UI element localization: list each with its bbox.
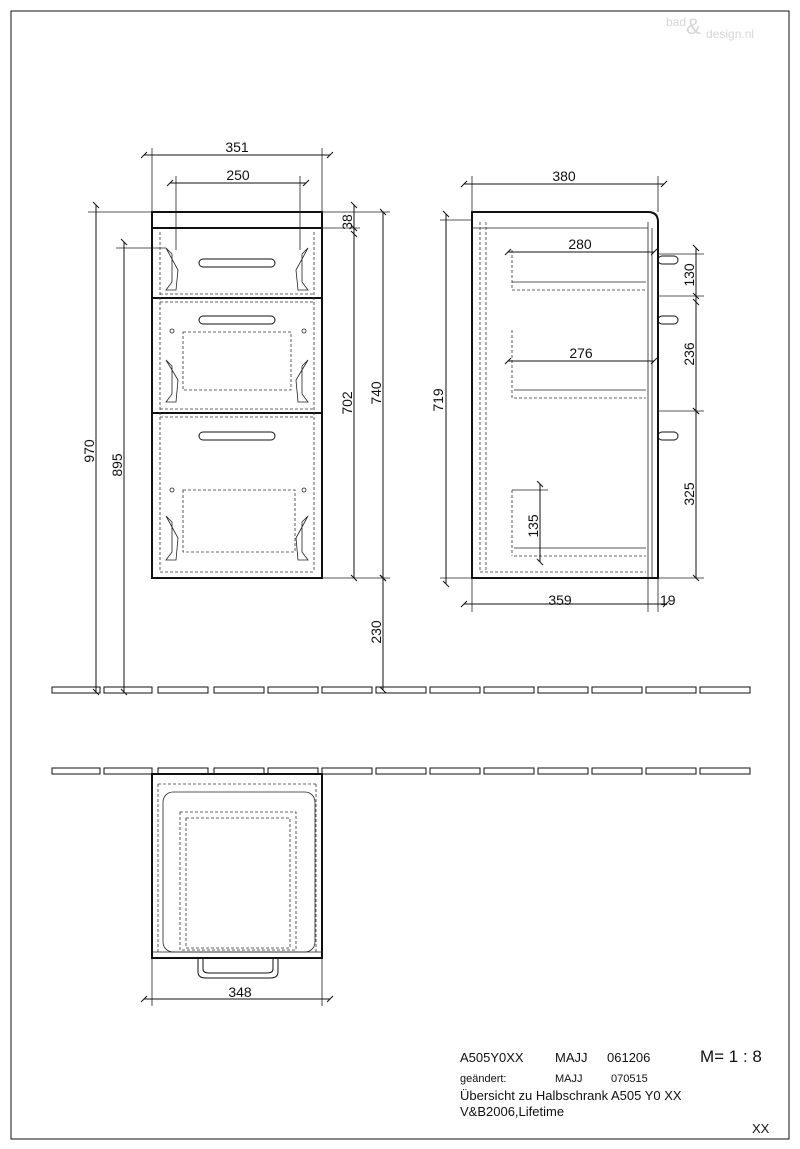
dim-740: 740: [368, 381, 384, 405]
dim-702: 702: [339, 391, 355, 415]
svg-text:design.nl: design.nl: [706, 27, 755, 41]
floor-line-upper: [52, 687, 750, 693]
changed-label: geändert:: [460, 1073, 507, 1085]
dim-276: 276: [569, 345, 593, 361]
author: MAJJ: [555, 1050, 588, 1065]
dim-970: 970: [81, 439, 97, 463]
dim-230: 230: [368, 620, 384, 644]
dim-348: 348: [228, 984, 252, 1000]
sheet-border: [11, 11, 789, 1139]
dim-250: 250: [226, 167, 250, 183]
revision: XX: [752, 1121, 770, 1136]
plan-view: [152, 774, 322, 978]
date: 061206: [607, 1050, 651, 1065]
plan-dimensions: [144, 958, 330, 1006]
dim-280: 280: [568, 236, 592, 252]
svg-text:bad: bad: [666, 15, 687, 29]
dim-38: 38: [339, 214, 355, 230]
title-block: [460, 1047, 770, 1136]
front-view: [152, 212, 322, 578]
dim-325: 325: [681, 482, 697, 506]
dim-351: 351: [225, 139, 249, 155]
side-view: [472, 212, 678, 578]
copyright: V&B2006,Lifetime: [460, 1104, 565, 1119]
changed-by: MAJJ: [555, 1073, 583, 1085]
dim-719: 719: [430, 388, 446, 412]
dim-380: 380: [552, 168, 576, 184]
watermark-logo: [666, 14, 754, 41]
svg-text:&: &: [686, 14, 701, 39]
dim-236: 236: [681, 342, 697, 366]
dim-895: 895: [109, 453, 125, 477]
dim-130: 130: [681, 263, 697, 287]
dim-135: 135: [525, 514, 541, 538]
changed-date: 070515: [611, 1073, 648, 1085]
scale: M= 1 : 8: [700, 1047, 762, 1066]
dim-19: 19: [660, 592, 676, 608]
dim-359: 359: [548, 592, 572, 608]
description: Übersicht zu Halbschrank A505 Y0 XX: [460, 1088, 682, 1103]
front-dimensions: [81, 139, 390, 692]
article-number: A505Y0XX: [460, 1050, 524, 1065]
